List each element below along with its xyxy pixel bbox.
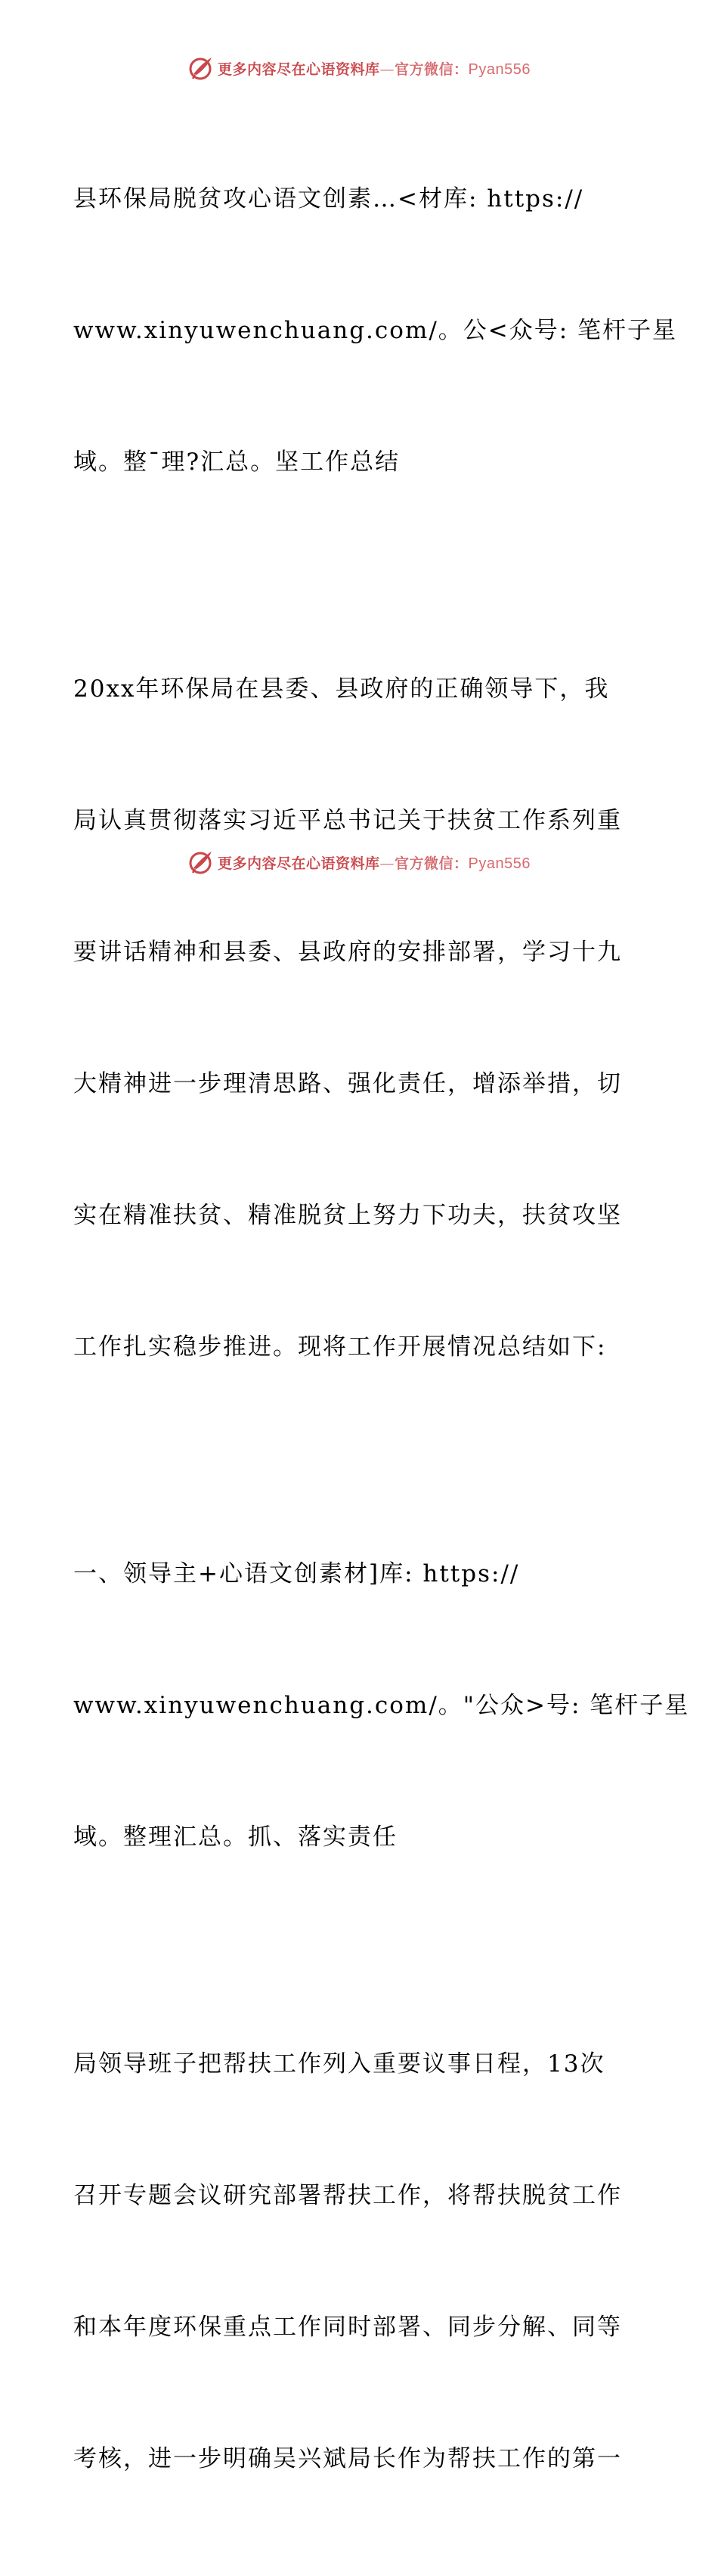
text-line: 一、领导主+心语文创素材]库: https:// bbox=[73, 1560, 520, 1587]
banner-wechat-label: 官方微信： bbox=[395, 61, 469, 78]
paragraph-body bbox=[73, 1954, 648, 2568]
text-line: 大精神进一步理清思路、强化责任，增添举措，切 bbox=[73, 1070, 622, 1097]
banner-separator: — bbox=[379, 855, 395, 872]
footer-watermark-banner bbox=[0, 847, 718, 877]
paragraph-section-heading bbox=[73, 1464, 690, 1947]
text-line: 考核，进一步明确吴兴斌局长作为帮扶工作的第一 bbox=[73, 2445, 622, 2472]
text-line: 召开专题会议研究部署帮扶工作，将帮扶脱贫工作 bbox=[73, 2182, 622, 2209]
banner-separator: — bbox=[379, 61, 395, 78]
text-line: 局认真贯彻落实习近平总书记关于扶贫工作系列重 bbox=[73, 807, 622, 834]
banner-wechat-id: Pyan556 bbox=[468, 855, 531, 872]
document-body bbox=[73, 89, 690, 2576]
text-line: 要讲话精神和县委、县政府的安排部署，学习十九 bbox=[73, 939, 622, 966]
text-line: www.xinyuwenchuang.com/。"公众>号: 笔杆子星 bbox=[73, 1692, 690, 1719]
banner-wechat-label: 官方微信： bbox=[395, 855, 469, 872]
text-line: www.xinyuwenchuang.com/。公<众号: 笔杆子星 bbox=[73, 317, 678, 344]
banner-wechat-id: Pyan556 bbox=[468, 61, 531, 78]
banner-brand-text: 更多内容尽在心语资料库 bbox=[218, 61, 380, 78]
text-line: 县环保局脱贫攻心语文创素…<材库: https:// bbox=[73, 185, 584, 213]
text-line: 域。整理汇总。抓、落实责任 bbox=[73, 1823, 398, 1851]
text-line: 和本年度环保重点工作同时部署、同步分解、同等 bbox=[73, 2314, 622, 2341]
banner-brand-text: 更多内容尽在心语资料库 bbox=[218, 855, 380, 872]
paragraph-title bbox=[73, 89, 678, 572]
quill-logo-icon bbox=[187, 849, 215, 876]
text-line: 域。整¯理?汇总。坚工作总结 bbox=[73, 448, 401, 476]
text-line: 工作扎实稳步推进。现将工作开展情况总结如下: bbox=[73, 1333, 607, 1361]
quill-logo-icon bbox=[187, 54, 215, 82]
text-line: 局领导班子把帮扶工作列入重要议事日程，13次 bbox=[73, 2050, 605, 2078]
header-watermark-banner bbox=[0, 53, 718, 83]
paragraph-intro bbox=[73, 579, 648, 1457]
text-line: 实在精准扶贫、精准脱贫上努力下功夫，扶贫攻坚 bbox=[73, 1202, 622, 1229]
text-line: 20xx年环保局在县委、县政府的正确领导下，我 bbox=[73, 675, 610, 703]
